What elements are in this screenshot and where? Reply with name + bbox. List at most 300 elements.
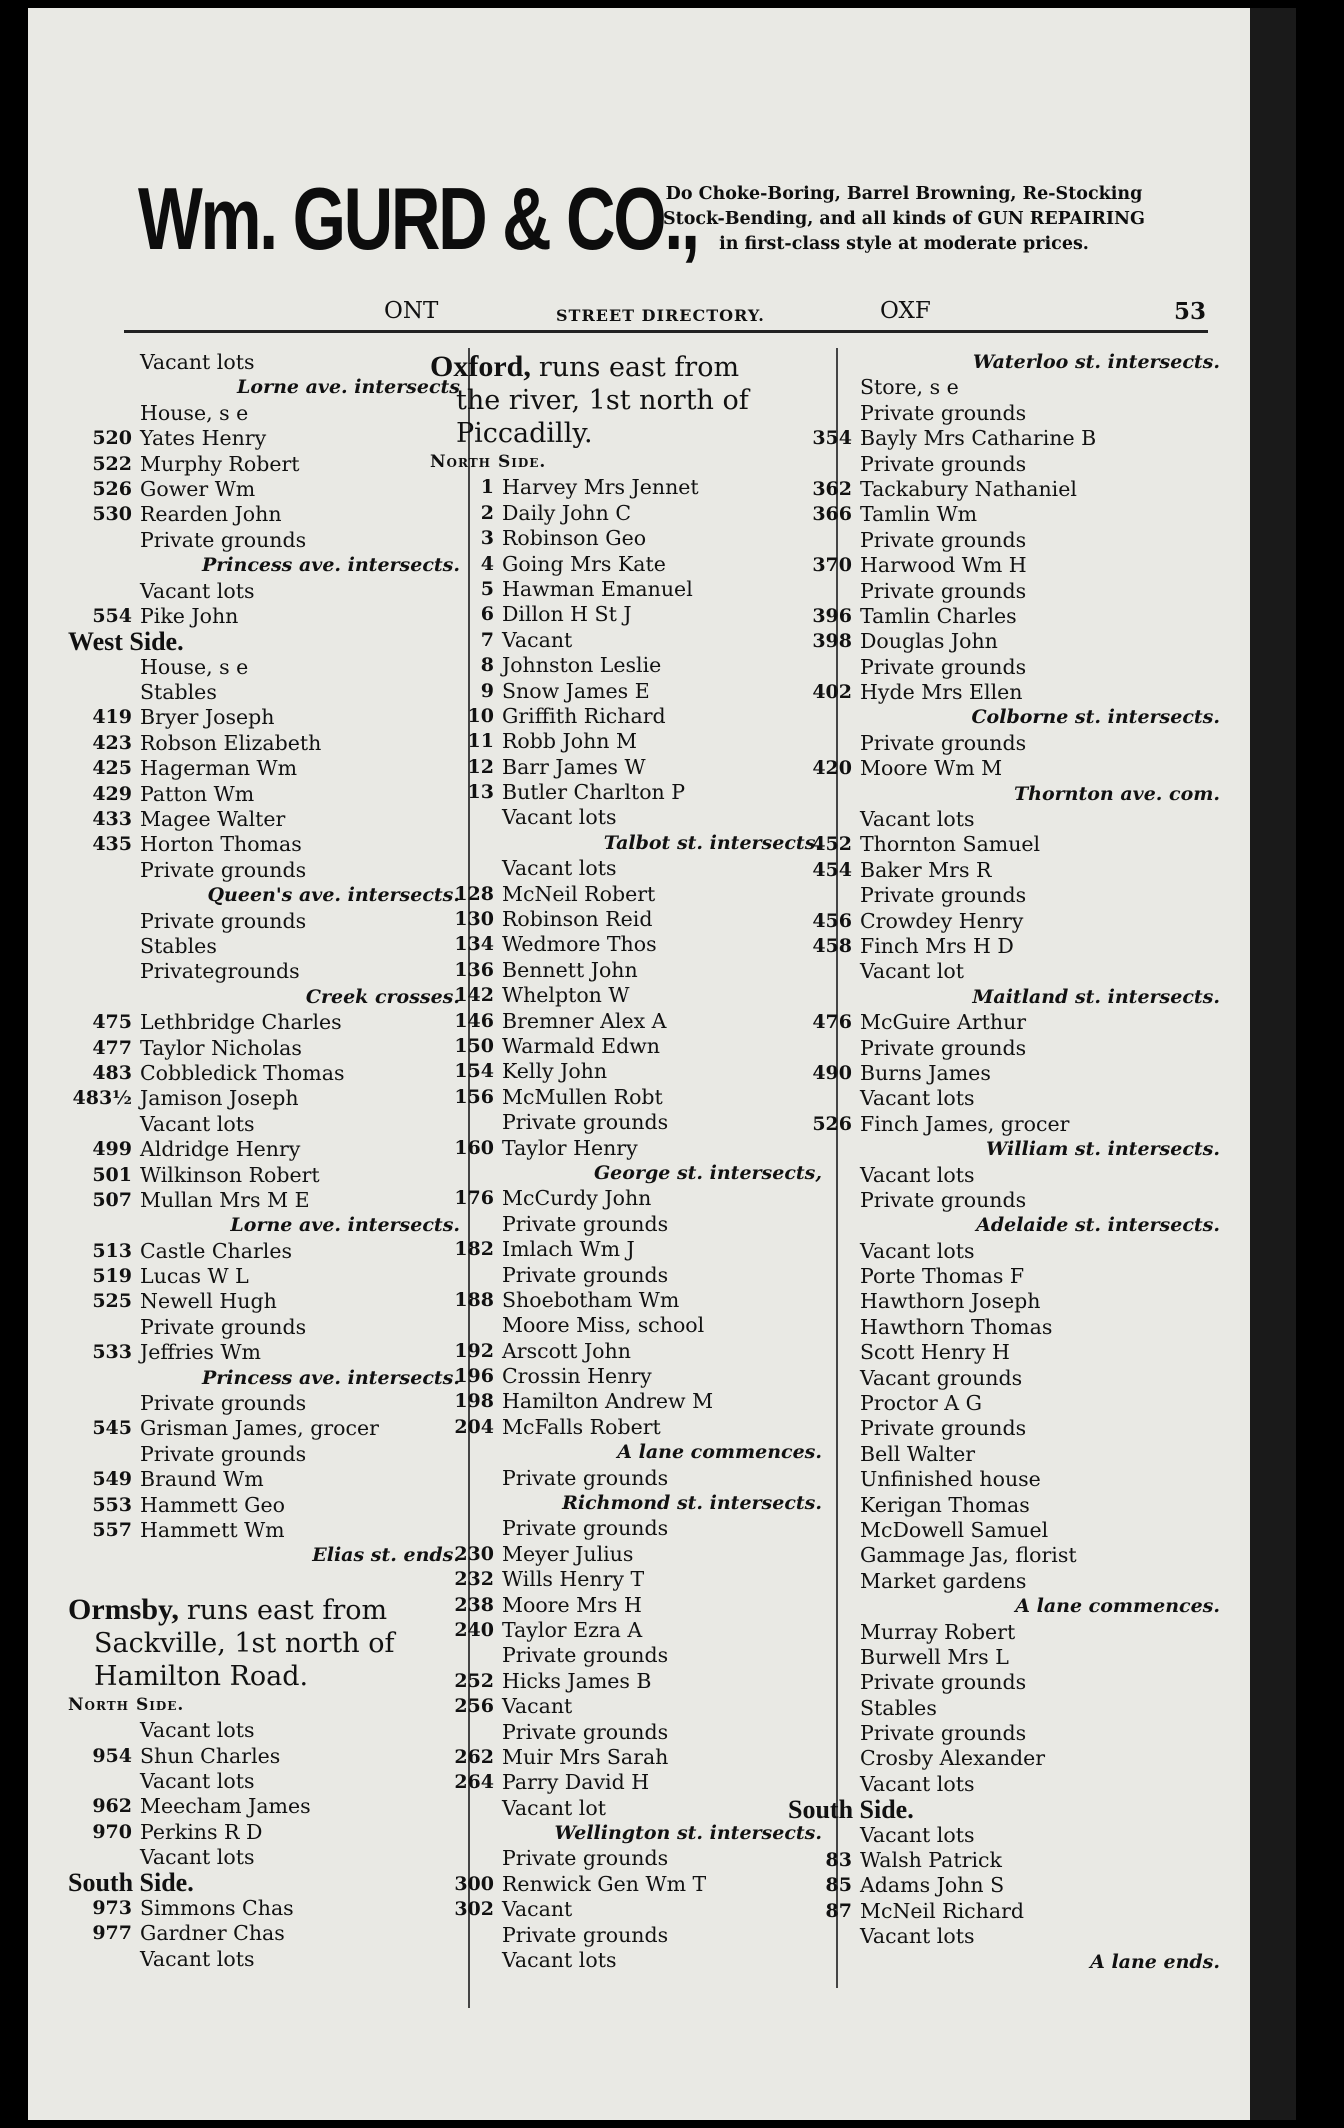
entry-text: Private grounds <box>140 908 307 933</box>
house-number: 2 <box>480 501 494 524</box>
entry-text: Proctor A G <box>860 1391 983 1416</box>
entry-text: Private grounds <box>140 527 307 552</box>
street-intersection-note <box>68 553 468 578</box>
entry-text: Private grounds <box>860 1035 1027 1060</box>
house-number: 192 <box>454 1339 494 1362</box>
entry-text: McNeil Richard <box>860 1898 1024 1923</box>
directory-entry <box>788 477 1228 502</box>
directory-entry <box>788 832 1228 857</box>
entry-text: South Side. <box>788 1795 914 1825</box>
house-number: 3 <box>480 527 494 550</box>
directory-entry <box>68 1010 468 1035</box>
entry-text: North Side. <box>68 1694 185 1715</box>
house-number: 519 <box>92 1265 132 1288</box>
entry-text: Privategrounds <box>140 959 300 984</box>
entry-text: Harwood Wm H <box>860 553 1027 578</box>
entry-text: George st. intersects, <box>593 1161 822 1184</box>
advertisement-header <box>138 168 1198 288</box>
entry-text: Lethbridge Charles <box>140 1010 342 1035</box>
directory-entry <box>68 1289 468 1314</box>
entry-text: Private grounds <box>502 1516 669 1541</box>
directory-entry <box>68 1744 468 1769</box>
directory-entry <box>430 1846 830 1871</box>
entry-text: Perkins R D <box>140 1819 263 1844</box>
house-number: 554 <box>92 604 132 627</box>
entry-text: Bryer Joseph <box>140 705 275 730</box>
house-number: 300 <box>454 1872 494 1895</box>
entry-text: McDowell Samuel <box>860 1517 1049 1542</box>
directory-entry <box>68 1794 468 1819</box>
house-number: 483½ <box>72 1087 132 1110</box>
entry-text: Robson Elizabeth <box>140 730 322 755</box>
entry-text: Vacant lots <box>860 1924 975 1949</box>
entry-text: Vacant lots <box>140 1946 255 1971</box>
entry-text: Arscott John <box>502 1338 631 1363</box>
directory-entry <box>430 907 830 932</box>
house-number: 154 <box>454 1060 494 1083</box>
entry-text: Stables <box>140 680 217 705</box>
entry-text: Private grounds <box>860 1721 1027 1746</box>
house-number: 252 <box>454 1669 494 1692</box>
entry-text: Vacant lots <box>860 1238 975 1263</box>
entry-text: Vacant lots <box>860 1162 975 1187</box>
directory-entry <box>430 1466 830 1491</box>
house-number: 526 <box>92 477 132 500</box>
entry-text: Mullan Mrs M E <box>140 1187 310 1212</box>
house-number: 425 <box>92 757 132 780</box>
directory-entry <box>430 704 830 729</box>
directory-entry <box>68 579 468 604</box>
entry-text: Princess ave. intersects. <box>201 554 460 577</box>
street-intersection-note <box>430 1491 830 1516</box>
house-number: 83 <box>825 1849 852 1872</box>
entry-text: Kerigan Thomas <box>860 1492 1030 1517</box>
directory-entry <box>788 1188 1228 1213</box>
directory-entry <box>68 426 468 451</box>
house-number: 354 <box>812 427 852 450</box>
entry-text: Stables <box>860 1695 937 1720</box>
house-number: 490 <box>812 1061 852 1084</box>
entry-text: Renwick Gen Wm T <box>502 1871 707 1896</box>
directory-entry <box>788 934 1228 959</box>
house-number: 5 <box>480 577 494 600</box>
directory-entry <box>430 628 830 653</box>
entry-text: Richmond st. intersects. <box>562 1492 822 1515</box>
entry-text: Going Mrs Kate <box>502 551 666 576</box>
entry-text: Private grounds <box>502 1643 669 1668</box>
house-number: 522 <box>92 452 132 475</box>
directory-entry <box>68 1820 468 1845</box>
street-intersection-note <box>430 1161 830 1186</box>
entry-text: William st. intersects. <box>986 1138 1220 1161</box>
entry-text: Baker Mrs R <box>860 857 992 882</box>
entry-text: Meecham James <box>140 1794 311 1819</box>
directory-entry <box>430 1948 830 1973</box>
directory-entry <box>68 731 468 756</box>
directory-entry <box>68 1947 468 1972</box>
entry-text: Wellington st. intersects. <box>554 1822 822 1845</box>
entry-text: Harvey Mrs Jennet <box>502 475 699 500</box>
house-number: 433 <box>92 808 132 831</box>
house-number: 475 <box>92 1011 132 1034</box>
house-number: 483 <box>92 1061 132 1084</box>
entry-text: Hyde Mrs Ellen <box>860 680 1023 705</box>
directory-entry <box>788 1366 1228 1391</box>
entry-text: Rearden John <box>140 502 282 527</box>
street-intersection-note <box>788 705 1228 730</box>
directory-entry <box>430 1567 830 1592</box>
side-label <box>430 450 830 475</box>
house-number: 362 <box>812 477 852 500</box>
entry-text: Private grounds <box>860 1670 1027 1695</box>
directory-entry <box>788 756 1228 781</box>
directory-entry <box>788 1467 1228 1492</box>
entry-text: Grisman James, grocer <box>140 1416 379 1441</box>
house-number: 238 <box>454 1593 494 1616</box>
directory-entry <box>430 1186 830 1211</box>
directory-entry <box>68 1086 468 1111</box>
house-number: 142 <box>454 984 494 1007</box>
house-number: 130 <box>454 908 494 931</box>
directory-entry <box>430 958 830 983</box>
street-description-line: Piccadilly. <box>456 418 593 449</box>
entry-text: Shoebotham Wm <box>502 1287 680 1312</box>
directory-entry <box>68 1718 468 1743</box>
house-number: 530 <box>92 503 132 526</box>
house-number: 204 <box>454 1415 494 1438</box>
directory-entry <box>68 1921 468 1946</box>
entry-text: Gammage Jas, florist <box>860 1543 1077 1568</box>
directory-entry <box>788 1010 1228 1035</box>
directory-entry <box>68 1518 468 1543</box>
street-description: runs east from <box>186 1594 388 1626</box>
street-description-line: Hamilton Road. <box>94 1660 309 1692</box>
entry-text: Vacant <box>502 1897 573 1922</box>
directory-entry <box>430 1110 830 1135</box>
directory-entry <box>788 375 1228 400</box>
entry-text: Private grounds <box>860 883 1027 908</box>
directory-entry <box>68 1239 468 1264</box>
directory-entry <box>430 602 830 627</box>
entry-text: Shun Charles <box>140 1743 281 1768</box>
entry-text: Adelaide st. intersects. <box>976 1214 1220 1237</box>
entry-text: Lorne ave. intersects. <box>230 1214 460 1237</box>
house-number: 970 <box>92 1820 132 1843</box>
directory-entry <box>68 1137 468 1162</box>
column-2 <box>430 350 830 1973</box>
entry-text: Private grounds <box>502 1110 669 1135</box>
directory-entry <box>68 909 468 934</box>
side-heading <box>68 627 468 657</box>
directory-entry <box>430 1643 830 1668</box>
directory-entry <box>788 1873 1228 1898</box>
entry-text: Tackabury Nathaniel <box>860 476 1077 501</box>
directory-entry <box>68 1264 468 1289</box>
entry-text: Hagerman Wm <box>140 756 298 781</box>
directory-entry <box>68 1442 468 1467</box>
directory-entry <box>430 475 830 500</box>
house-number: 13 <box>467 781 494 804</box>
entry-text: Vacant grounds <box>860 1365 1023 1390</box>
entry-text: Taylor Ezra A <box>502 1617 643 1642</box>
entry-text: Vacant lots <box>502 805 617 830</box>
entry-text: Waterloo st. intersects. <box>972 351 1220 373</box>
entry-text: McNeil Robert <box>502 881 656 906</box>
house-number: 4 <box>480 552 494 575</box>
house-number: 402 <box>812 681 852 704</box>
directory-entry <box>68 1896 468 1921</box>
directory-entry <box>788 528 1228 553</box>
house-number: 513 <box>92 1239 132 1262</box>
entry-text: Burns James <box>860 1060 991 1085</box>
directory-entry <box>430 983 830 1008</box>
house-number: 160 <box>454 1136 494 1159</box>
house-number: 557 <box>92 1518 132 1541</box>
entry-text: Hammett Wm <box>140 1517 285 1542</box>
house-number: 429 <box>92 782 132 805</box>
directory-entry <box>68 1112 468 1137</box>
street-description-line: Sackville, 1st north of <box>94 1627 395 1659</box>
entry-text: Lorne ave. intersects <box>237 376 460 399</box>
entry-text: Elias st. ends. <box>312 1544 460 1567</box>
entry-text: Vacant lots <box>860 807 975 832</box>
entry-text: Finch James, grocer <box>860 1111 1070 1136</box>
directory-entry <box>68 807 468 832</box>
entry-text: Bell Walter <box>860 1441 976 1466</box>
house-number: 476 <box>812 1011 852 1034</box>
directory-page <box>28 8 1296 2120</box>
directory-entry <box>788 1620 1228 1645</box>
directory-entry <box>430 1263 830 1288</box>
entry-text: Hicks James B <box>502 1668 652 1693</box>
entry-text: Muir Mrs Sarah <box>502 1744 669 1769</box>
directory-entry <box>430 1897 830 1922</box>
directory-entry <box>788 1289 1228 1314</box>
house-number: 435 <box>92 833 132 856</box>
directory-entry <box>68 477 468 502</box>
entry-text: Private grounds <box>502 1719 669 1744</box>
directory-entry <box>68 1391 468 1416</box>
entry-text: West Side. <box>68 627 184 657</box>
directory-entry <box>68 1188 468 1213</box>
house-number: 545 <box>92 1417 132 1440</box>
directory-entry <box>788 1823 1228 1848</box>
directory-entry <box>430 1542 830 1567</box>
entry-text: Private grounds <box>860 400 1027 425</box>
entry-text: Thornton Samuel <box>860 832 1041 857</box>
directory-entry <box>788 629 1228 654</box>
entry-text: Vacant lots <box>140 578 255 603</box>
street-heading <box>68 1593 468 1627</box>
street-intersection-note <box>788 350 1228 375</box>
directory-entry <box>68 452 468 477</box>
house-number: 302 <box>454 1898 494 1921</box>
house-number: 196 <box>454 1365 494 1388</box>
entry-text: Vacant lots <box>140 350 255 374</box>
entry-text: McGuire Arthur <box>860 1010 1027 1035</box>
directory-entry <box>430 1339 830 1364</box>
entry-text: Dillon H St J <box>502 602 632 627</box>
house-number: 182 <box>454 1238 494 1261</box>
entry-text: Private grounds <box>860 578 1027 603</box>
directory-entry <box>788 401 1228 426</box>
house-number: 423 <box>92 731 132 754</box>
entry-text: Patton Wm <box>140 781 255 806</box>
house-number: 420 <box>812 757 852 780</box>
entry-text: Jamison Joseph <box>140 1086 299 1111</box>
directory-entry <box>68 502 468 527</box>
house-number: 1 <box>480 476 494 499</box>
directory-entry <box>430 1618 830 1643</box>
entry-text: Newell Hugh <box>140 1289 277 1314</box>
directory-entry <box>430 552 830 577</box>
entry-text: Maitland st. intersects. <box>972 985 1220 1008</box>
entry-text: Braund Wm <box>140 1467 264 1492</box>
directory-entry <box>788 1746 1228 1771</box>
house-number: 499 <box>92 1138 132 1161</box>
entry-text: Crosby Alexander <box>860 1746 1046 1771</box>
directory-entry <box>788 1721 1228 1746</box>
directory-entry <box>68 959 468 984</box>
entry-text: Wedmore Thos <box>502 932 657 957</box>
directory-entry <box>788 1315 1228 1340</box>
running-head-title: STREET DIRECTORY. <box>556 306 765 325</box>
directory-entry <box>788 1239 1228 1264</box>
directory-entry <box>68 1340 468 1365</box>
directory-entry <box>788 1442 1228 1467</box>
entry-text: Vacant <box>502 1694 573 1719</box>
entry-text: Tamlin Wm <box>860 502 978 527</box>
directory-entry <box>788 553 1228 578</box>
entry-text: Talbot st. intersects. <box>603 831 822 854</box>
advertisement-line-3: in first-class style at moderate prices. <box>719 234 1089 254</box>
directory-entry <box>430 1059 830 1084</box>
house-number: 232 <box>454 1568 494 1591</box>
house-number: 256 <box>454 1695 494 1718</box>
section-spacer <box>68 1569 468 1593</box>
entry-text: Wills Henry T <box>502 1567 645 1592</box>
entry-text: Private grounds <box>140 1314 307 1339</box>
entry-text: Snow James E <box>502 678 650 703</box>
entry-text: Vacant lots <box>860 1771 975 1796</box>
directory-entry <box>788 1112 1228 1137</box>
side-label <box>68 1693 468 1718</box>
entry-text: Hawman Emanuel <box>502 576 693 601</box>
advertisement-line-2: Stock-Bending, and all kinds of GUN REPAIRING <box>663 209 1145 229</box>
entry-text: Vacant lots <box>502 1948 617 1973</box>
directory-entry <box>788 1264 1228 1289</box>
entry-text: Private grounds <box>502 1922 669 1947</box>
street-intersection-note <box>68 883 468 908</box>
entry-text: Taylor Nicholas <box>140 1035 302 1060</box>
directory-entry <box>68 1845 468 1870</box>
street-description-line: the river, 1st north of <box>456 385 749 416</box>
advertisement-text <box>604 182 1204 257</box>
house-number: 87 <box>825 1899 852 1922</box>
directory-entry <box>68 934 468 959</box>
entry-text: Walsh Patrick <box>860 1848 1002 1873</box>
street-intersection-note <box>68 1366 468 1391</box>
directory-entry <box>68 604 468 629</box>
entry-text: Crossin Henry <box>502 1364 652 1389</box>
running-head-right: OXF <box>880 298 931 324</box>
directory-entry <box>788 502 1228 527</box>
directory-entry <box>788 1391 1228 1416</box>
house-number: 501 <box>92 1163 132 1186</box>
column-3 <box>788 350 1228 1975</box>
entry-text: Scott Henry H <box>860 1340 1010 1365</box>
directory-entry <box>788 604 1228 629</box>
directory-entry <box>68 655 468 680</box>
directory-entry <box>788 680 1228 705</box>
page-number: 53 <box>1174 298 1207 325</box>
entry-text: Warmald Edwn <box>502 1033 661 1058</box>
entry-text: Murphy Robert <box>140 451 300 476</box>
entry-text: Robinson Geo <box>502 526 647 551</box>
house-number: 477 <box>92 1036 132 1059</box>
entry-text: Creek crosses. <box>305 985 460 1008</box>
side-heading <box>788 1795 1228 1825</box>
directory-entry <box>430 1212 830 1237</box>
directory-entry <box>430 1313 830 1338</box>
directory-entry <box>430 1288 830 1313</box>
directory-entry <box>430 1593 830 1618</box>
entry-text: Daily John C <box>502 500 632 525</box>
entry-text: Market gardens <box>860 1568 1027 1593</box>
directory-entry <box>68 1416 468 1441</box>
entry-text: McMullen Robt <box>502 1084 663 1109</box>
entry-text: McFalls Robert <box>502 1414 661 1439</box>
directory-entry <box>788 1848 1228 1873</box>
entry-text: Imlach Wm J <box>502 1237 635 1262</box>
directory-entry <box>68 350 468 375</box>
directory-entry <box>430 679 830 704</box>
entry-text: Private grounds <box>860 730 1027 755</box>
entry-text: Vacant lots <box>860 1822 975 1847</box>
directory-entry <box>430 1034 830 1059</box>
entry-text: Yates Henry <box>140 426 267 451</box>
entry-text: Meyer Julius <box>502 1541 634 1566</box>
house-number: 6 <box>480 603 494 626</box>
directory-entry <box>788 1036 1228 1061</box>
directory-entry <box>788 1493 1228 1518</box>
directory-entry <box>788 1924 1228 1949</box>
entry-text: Private grounds <box>140 1391 307 1416</box>
entry-text: Barr James W <box>502 754 646 779</box>
directory-entry <box>788 1899 1228 1924</box>
house-number: 366 <box>812 503 852 526</box>
house-number: 525 <box>92 1290 132 1313</box>
street-intersection-note <box>788 985 1228 1010</box>
house-number: 526 <box>812 1112 852 1135</box>
entry-text: House, s e <box>140 400 249 425</box>
entry-text: Robb John M <box>502 729 638 754</box>
entry-text: Private grounds <box>502 1211 669 1236</box>
house-number: 520 <box>92 427 132 450</box>
house-number: 396 <box>812 604 852 627</box>
entry-text: Magee Walter <box>140 807 286 832</box>
directory-entry <box>68 1061 468 1086</box>
directory-entry <box>68 1036 468 1061</box>
directory-entry <box>788 731 1228 756</box>
street-heading <box>430 350 830 384</box>
directory-entry <box>430 501 830 526</box>
directory-entry <box>68 1467 468 1492</box>
directory-entry <box>430 1389 830 1414</box>
directory-entry <box>430 1872 830 1897</box>
directory-entry <box>68 1163 468 1188</box>
advertiser-name: Wm. GURD & CO., <box>138 169 698 268</box>
